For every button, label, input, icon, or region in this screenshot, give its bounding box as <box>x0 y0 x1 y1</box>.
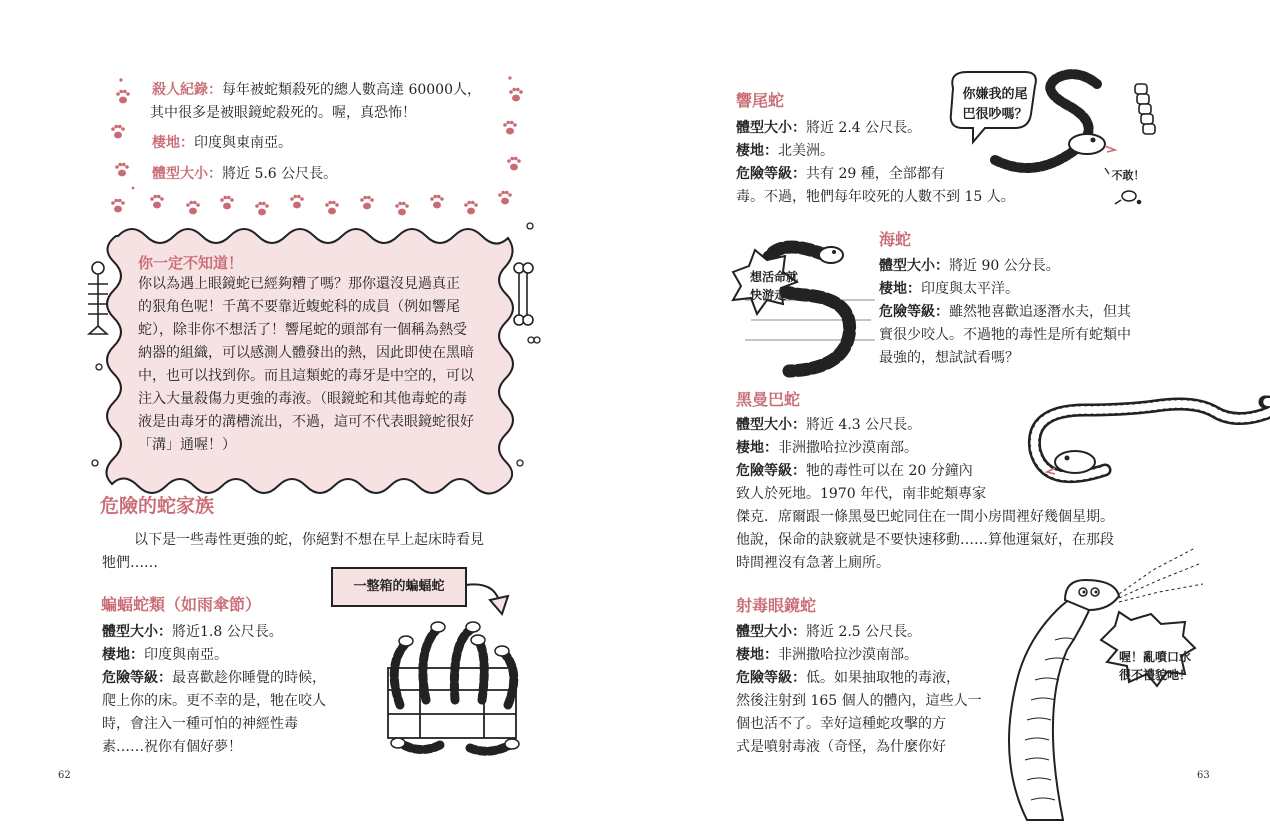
cobra-size-label: 體型大小： <box>152 166 222 182</box>
seasnake-size-text: 將近 90 公分長。 <box>949 258 1060 274</box>
seasnake-size-label: 體型大小： <box>879 258 949 274</box>
caption-box-text: 一整箱的蝙蝠蛇 <box>353 579 445 594</box>
didyouknow-line: 納器的組織，可以感測人體發出的熱，因此即使在黑暗 <box>138 345 474 361</box>
killing-record-text-2: 其中很多是被眼鏡蛇殺死的。喔，真恐怖！ <box>150 105 416 121</box>
spitting-bubble-line: 很不禮貌吔！ <box>1118 668 1191 682</box>
mouse-bubble: 不敢！ <box>1111 169 1145 182</box>
spitting-danger-label: 危險等級： <box>736 670 806 686</box>
intro-line: 以下是一些毒性更強的蛇，你絕對不想在早上起床時看見 <box>134 532 484 548</box>
krait-habitat-label: 棲地： <box>102 647 144 663</box>
krait-danger-line: 素……祝你有個好夢！ <box>102 739 242 755</box>
didyouknow-line: 你以為遇上眼鏡蛇已經夠糟了嗎？那你還沒見過真正 <box>138 276 460 292</box>
cobra-habitat-text: 印度與東南亞。 <box>194 135 292 151</box>
mamba-size-text: 將近 4.3 公尺長。 <box>806 417 922 433</box>
seasnake-title: 海蛇 <box>879 230 912 249</box>
intro-line: 牠們…… <box>102 555 158 571</box>
didyouknow-line: 「溝」通喔！） <box>138 437 236 453</box>
rattlesnake-bubble-line: 巴很吵嗎？ <box>962 107 1028 122</box>
seasnake-habitat-label: 棲地： <box>879 281 921 297</box>
rattlesnake-danger-line: 毒。不過，牠們每年咬死的人數不到 15 人。 <box>736 189 1015 205</box>
mamba-size-label: 體型大小： <box>736 417 806 433</box>
spitting-line: 式是噴射毒液（奇怪，為什麼你好 <box>736 739 946 755</box>
rattlesnake-danger-line: 共有 29 種，全部都有 <box>806 166 945 182</box>
rattlesnake-habitat-text: 北美洲。 <box>778 143 834 159</box>
mamba-line: 傑克．席爾跟一條黑曼巴蛇同住在一間小房間裡好幾個星期。 <box>736 509 1114 525</box>
didyouknow-line: 蛇），除非你不想活了！響尾蛇的頭部有一個稱為熱受 <box>138 322 467 338</box>
seasnake-danger-line: 最強的，想試試看嗎？ <box>879 350 1019 366</box>
seasnake-danger-line: 實很少咬人。不過牠的毒性是所有蛇類中 <box>879 327 1131 343</box>
spitting-habitat-text: 非洲撒哈拉沙漠南部。 <box>778 647 918 663</box>
mamba-habitat-label: 棲地： <box>736 440 778 456</box>
section-title: 危險的蛇家族 <box>100 495 215 517</box>
krait-title: 蝙蝠蛇類（如雨傘節） <box>101 595 262 614</box>
right-page <box>635 0 1270 829</box>
spitting-size-text: 將近 2.5 公尺長。 <box>806 624 922 640</box>
mamba-line: 時間裡沒有急著上廁所。 <box>736 555 890 571</box>
krait-danger-line: 時，會注入一種可怕的神經性毒 <box>102 716 298 732</box>
didyouknow-title: 你一定不知道！ <box>138 254 244 272</box>
page-number-right: 63 <box>1197 770 1210 781</box>
rattlesnake-title: 響尾蛇 <box>736 91 785 110</box>
seasnake-habitat-text: 印度與太平洋。 <box>921 281 1019 297</box>
rattlesnake-size-label: 體型大小： <box>736 120 806 136</box>
mamba-line: 致人於死地。1970 年代，南非蛇類專家 <box>736 486 987 502</box>
krait-danger-line: 最喜歡趁你睡覺的時候， <box>172 670 326 686</box>
spitting-bubble-line: 喔！亂噴口水 <box>1118 650 1191 664</box>
mamba-danger-line: 牠的毒性可以在 20 分鐘內 <box>806 463 973 479</box>
krait-danger-line: 爬上你的床。更不幸的是，牠在咬人 <box>102 693 326 709</box>
cobra-habitat-label: 棲地： <box>152 135 194 151</box>
spitting-habitat-label: 棲地： <box>736 647 778 663</box>
seasnake-bubble-line: 快游走！ <box>749 288 798 302</box>
killing-record-label: 殺人紀錄： <box>152 82 222 98</box>
spitting-cobra-illustration <box>635 0 1270 829</box>
mamba-line: 他說，保命的訣竅就是不要快速移動……算他運氣好，在那段 <box>736 532 1114 548</box>
spitting-danger-line: 低。如果抽取牠的毒液， <box>806 670 960 686</box>
killing-record-text-1: 每年被蛇類殺死的總人數高達 60000人， <box>222 82 481 98</box>
didyouknow-line: 液是由毒牙的溝槽流出，不過，這可不代表眼鏡蛇很好 <box>138 414 474 430</box>
rattlesnake-danger-label: 危險等級： <box>736 166 806 182</box>
seasnake-bubble-line: 想活命就 <box>749 270 798 284</box>
rattlesnake-habitat-label: 棲地： <box>736 143 778 159</box>
mamba-title: 黑曼巴蛇 <box>736 390 801 409</box>
rattlesnake-size-text: 將近 2.4 公尺長。 <box>806 120 922 136</box>
mamba-habitat-text: 非洲撒哈拉沙漠南部。 <box>778 440 918 456</box>
didyouknow-line: 注入大量殺傷力更強的毒液。（眼鏡蛇和其他毒蛇的毒 <box>138 391 467 407</box>
krait-habitat-text: 印度與南亞。 <box>144 647 228 663</box>
spitting-size-label: 體型大小： <box>736 624 806 640</box>
seasnake-danger-label: 危險等級： <box>879 304 949 320</box>
didyouknow-line: 中，也可以找到你。而且這類蛇的毒牙是中空的，可以 <box>138 368 474 384</box>
seasnake-danger-line: 雖然牠喜歡追逐潛水夫，但其 <box>949 304 1131 320</box>
spitting-line: 然後注射到 165 個人的體內，這些人一 <box>736 693 982 709</box>
spitting-bubble <box>1105 648 1205 684</box>
page-number-left: 62 <box>58 770 71 781</box>
krait-size-label: 體型大小： <box>102 624 172 640</box>
cobra-size-text: 將近 5.6 公尺長。 <box>222 166 338 182</box>
krait-danger-label: 危險等級： <box>102 670 172 686</box>
mamba-danger-label: 危險等級： <box>736 463 806 479</box>
didyouknow-line: 的狠角色呢！千萬不要靠近蝮蛇科的成員（例如響尾 <box>138 299 460 315</box>
spitting-title: 射毒眼鏡蛇 <box>736 596 817 615</box>
spitting-line: 個也活不了。幸好這種蛇攻擊的方 <box>736 716 946 732</box>
rattlesnake-bubble-line: 你嫌我的尾 <box>962 87 1028 102</box>
krait-size-text: 將近1.8 公尺長。 <box>172 624 283 640</box>
